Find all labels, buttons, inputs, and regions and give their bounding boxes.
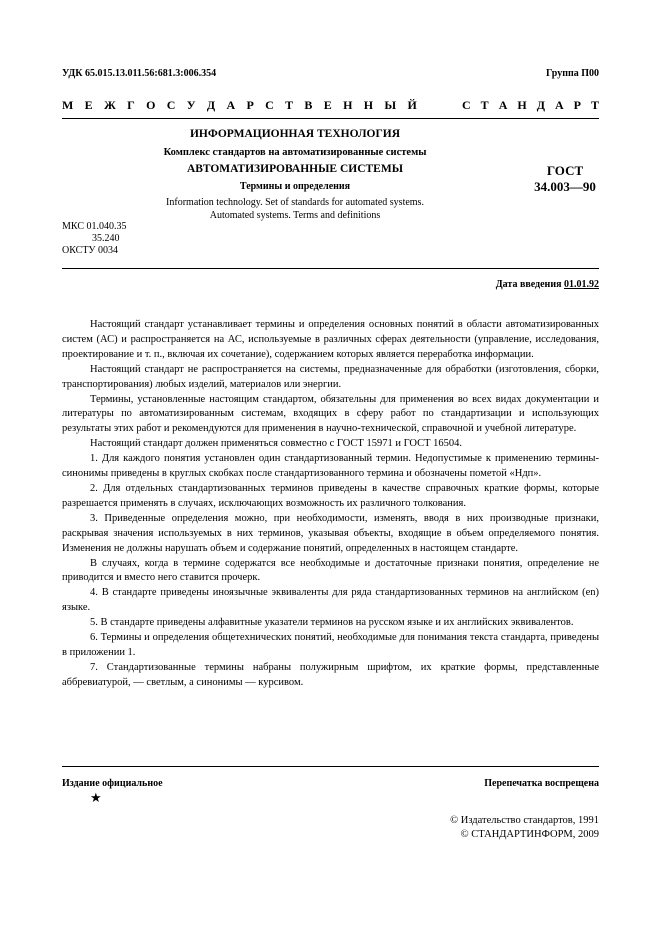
banner-letter: Ж [103,98,116,112]
banner-letter: Е [84,98,93,112]
document-body [62,318,599,691]
banner-letter: Т [590,98,599,112]
introduction-date-label: Дата введения [495,279,562,290]
top-divider [62,118,599,119]
title-english-line1: Information technology. Set of standards for automated systems. [166,197,424,208]
banner-letter: А [226,98,236,112]
reprint-forbidden: Перепечатка воспрещена [484,778,599,789]
introduction-date-value: 01.01.92 [564,279,599,290]
paragraph: 7. Стандартизованные термины набраны полужирным шрифтом, их краткие формы, представленные аббревиатурой, — светлым, а синонимы — курсивом. [62,661,599,688]
banner-letter: Д [206,98,216,112]
title-terms: Термины и определения [239,181,351,192]
copyright-block [450,814,599,842]
banner-letter: А [498,98,508,112]
gost-label: ГОСТ [546,163,584,178]
paragraph: 3. Приведенные определения можно, при необходимости, изменять, вводя в них производные признаки, раскрывая значения используемых в них терминов, указывая объекты, входящие в объем определяемого понятия. Изменения не должны нарушать объем и содержание понятий, определенных в настоящем стандарте. [62,512,599,554]
banner-letter: С [166,98,176,112]
banner-letter: Р [246,98,254,112]
middle-divider [62,268,599,269]
paragraph: Термины, установленные настоящим стандартом, обязательны для применения во всех видах документации и литературы по автоматизированным системам, входящих в сферу работ по стандартизации и использующих результаты этих работ и рекомендуются для применения в научно-технической, справочной и учебной литературе. [62,393,599,435]
banner-word-standard [462,98,599,113]
gost-number: 34.003—90 [534,179,596,194]
paragraph: Настоящий стандарт не распространяется на системы, предназначенные для обработки (изготовления, сборки, транспортирования) любых изделий, материалов или энергии. [62,363,599,390]
paragraph: 4. В стандарте приведены иноязычные эквиваленты для ряда стандартизованных терминов на английском (en) языке. [62,587,599,614]
banner-letter: Т [285,98,294,112]
paragraph: 1. Для каждого понятия установлен один стандартизованный термин. Недопустимые к применению термины-синонимы приведены в круглых скобках после стандартизованного термина и обозначены пометой «Ндп». [62,453,599,480]
title-automated-systems: АВТОМАТИЗИРОВАННЫЕ СИСТЕМЫ [187,163,403,175]
banner-letter: Н [517,98,527,112]
banner-letter: Т [480,98,489,112]
banner-letter: Й [407,98,417,112]
banner-letter: Н [343,98,353,112]
banner-word-interstate [62,98,417,113]
banner-letter: Е [323,98,332,112]
mks-code: МКС 01.040.35 [62,221,127,232]
interstate-standard-banner [62,98,599,113]
paragraph: 2. Для отдельных стандартизованных терминов приведены в качестве справочных краткие формы, которые разрешается применять в случаях, исключающих возможность их различного толкования. [62,482,599,509]
udk-code: УДК 65.015.13.011.56:681.3:006.354 [62,68,217,79]
star-icon: ★ [90,790,102,805]
banner-letter: М [62,98,74,112]
classification-codes [62,221,126,257]
banner-letter: Г [127,98,135,112]
banner-letter: В [304,98,313,112]
banner-letter: Ы [384,98,397,112]
banner-letter: А [554,98,564,112]
introduction-date [496,279,599,290]
paragraph: 5. В стандарте приведены алфавитные указатели терминов на русском языке и их английских эквивалентов. [90,617,574,629]
gost-designation [510,163,620,195]
copyright-publisher: © Издательство стандартов, 1991 [450,815,599,826]
bottom-divider [62,766,599,767]
copyright-standartinform: © СТАНДАРТИНФОРМ, 2009 [460,829,599,840]
banner-letter: У [186,98,196,112]
banner-letter: Д [536,98,545,112]
mks-code-second: 35.240 [92,233,120,244]
banner-letter: Р [573,98,581,112]
paragraph: 6. Термины и определения общетехнических понятий, необходимые для понимания текста стандарта, приведены в приложении 1. [62,632,599,658]
paragraph: В случаях, когда в термине содержатся все необходимые и достаточные признаки понятия, определение не приводится и вместо него ставится прочерк. [62,557,599,584]
banner-letter: Н [363,98,374,112]
banner-letter: О [146,98,156,112]
title-complex: Комплекс стандартов на автоматизированные системы [163,147,427,158]
group-code: Группа П00 [546,68,599,79]
banner-letter: С [462,98,471,112]
title-info-technology: ИНФОРМАЦИОННАЯ ТЕХНОЛОГИЯ [189,128,401,140]
okstu-code: ОКСТУ 0034 [62,245,119,256]
title-english [100,196,490,222]
banner-letter: С [265,98,274,112]
paragraph: Настоящий стандарт устанавливает термины и определения основных понятий в области автоматизированных систем (АС) и распространяется на АС, используемые в различных сферах деятельности (управление, исследования, проектирование и т. п., включая их сочетание), содержанием которых является переработка информации. [62,319,599,360]
official-edition: Издание официальное [62,778,163,789]
title-english-line2: Automated systems. Terms and definitions [209,210,381,221]
paragraph: Настоящий стандарт должен применяться совместно с ГОСТ 15971 и ГОСТ 16504. [90,438,463,450]
